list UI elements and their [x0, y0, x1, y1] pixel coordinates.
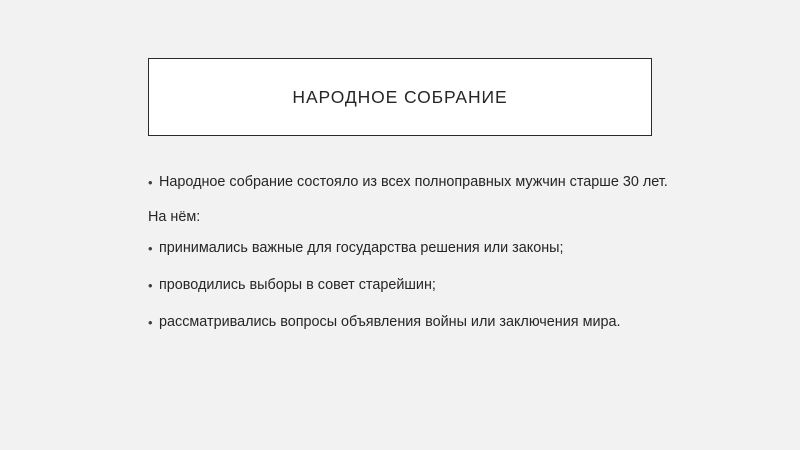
list-item [148, 275, 668, 296]
list-item [148, 238, 668, 259]
bullet-icon: • [148, 315, 153, 330]
bullet-icon: • [148, 241, 153, 256]
bullet-icon: • [148, 278, 153, 293]
list-item-text: рассматривались вопросы объявления войны или заключения мира. [159, 314, 621, 330]
list-item-text: проводились выборы в совет старейшин; [159, 277, 436, 293]
list-item-text: принимались важные для государства решения или законы; [159, 240, 564, 256]
list-item [148, 172, 668, 193]
list-item-text: Народное собрание состояло из всех полноправных мужчин старше 30 лет. [159, 174, 668, 190]
page-title: НАРОДНОЕ СОБРАНИЕ [292, 86, 508, 107]
bullet-icon: • [148, 175, 153, 190]
slide-body [148, 172, 668, 342]
body-paragraph: На нём: [148, 209, 201, 225]
list-item [148, 312, 668, 333]
slide-title-box [148, 58, 652, 136]
